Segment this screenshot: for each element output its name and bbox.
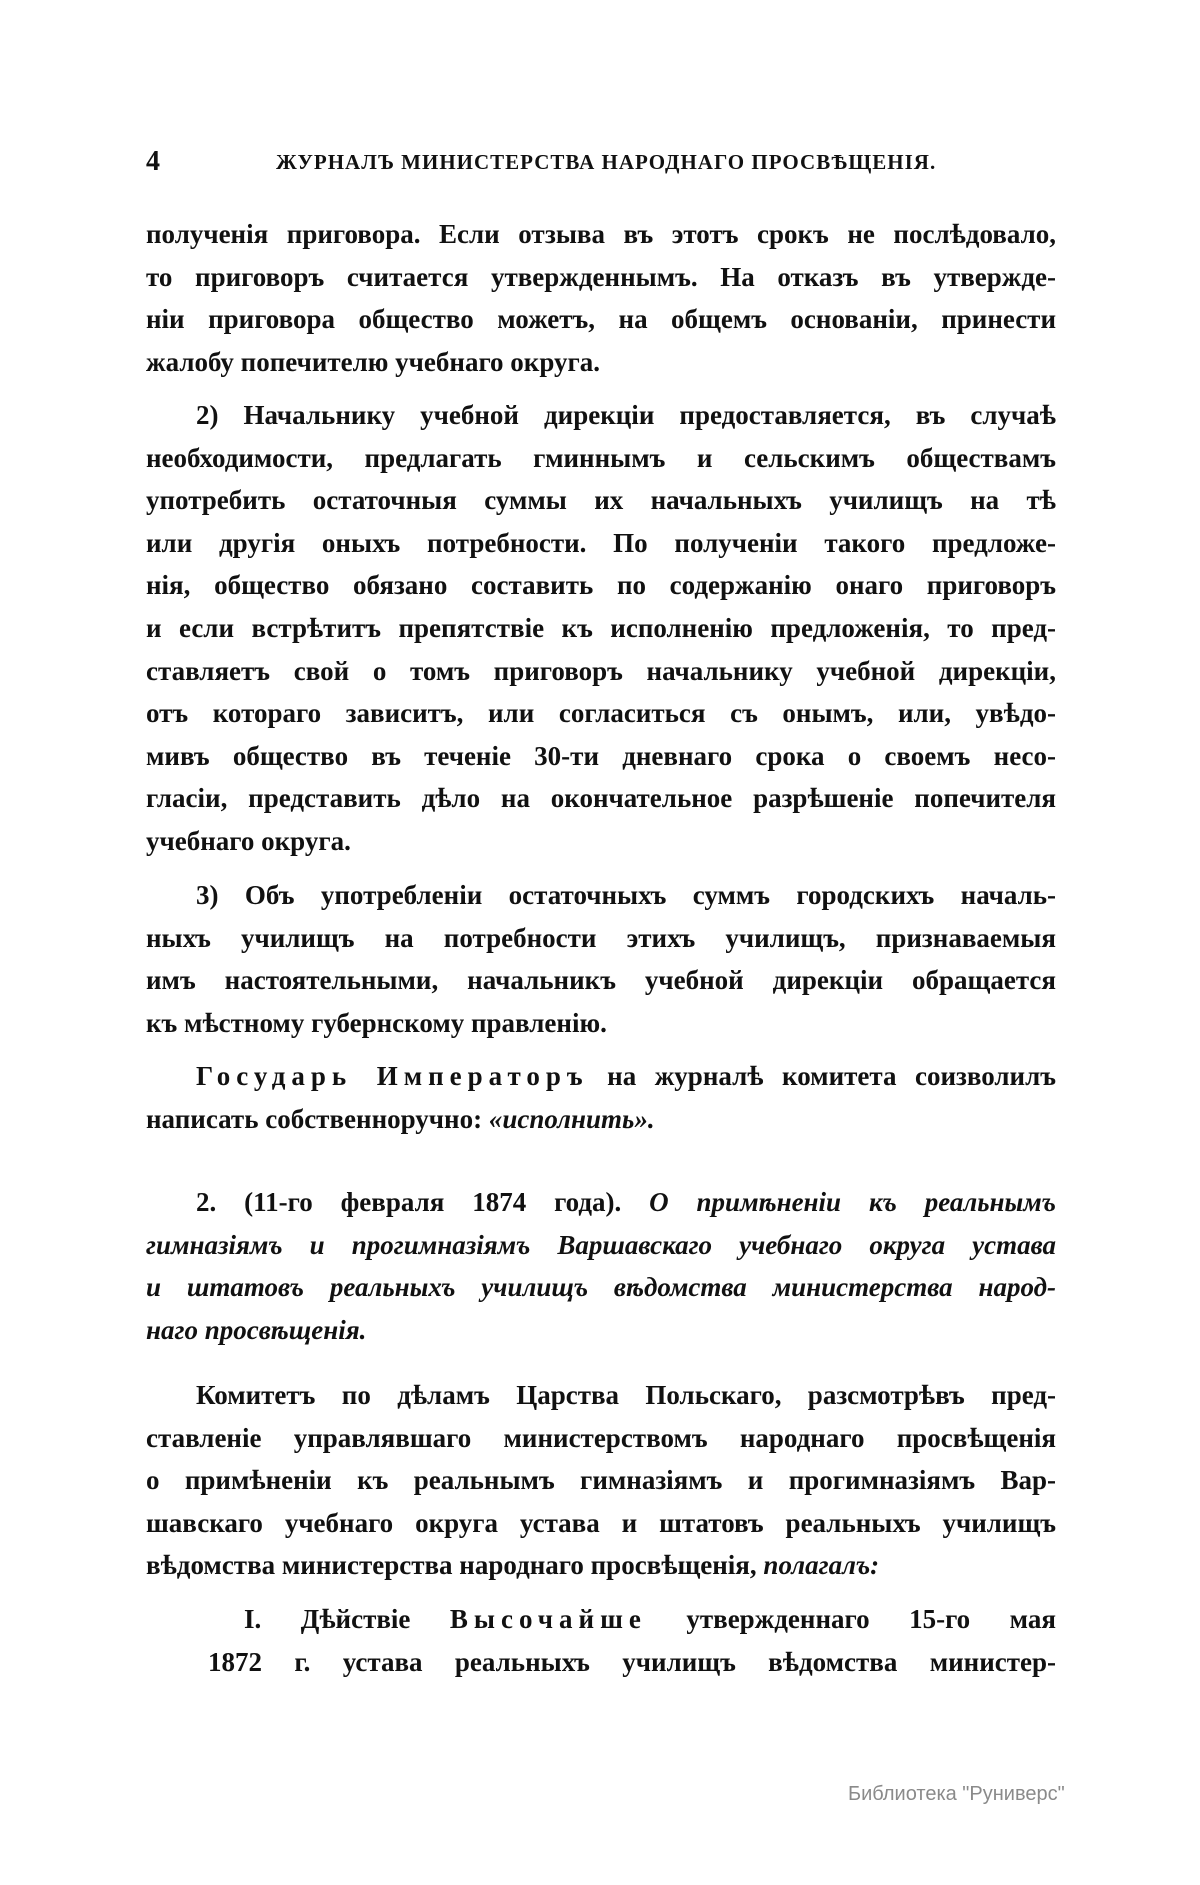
text-span: вѣдомства министерства народнаго просвѣщенія,	[146, 1550, 757, 1581]
paragraph-3	[146, 874, 1056, 1044]
text-line: необходимости, предлагать гминнымъ и сельскимъ обществамъ	[146, 442, 1056, 473]
paragraph-4	[146, 1055, 1056, 1140]
paragraph-6	[146, 1374, 1056, 1587]
running-title: ЖУРНАЛЪ МИНИСТЕРСТВА НАРОДНАГО ПРОСВѢЩЕНІЯ.	[276, 150, 937, 174]
text-line: и если встрѣтитъ препятствіе къ исполненію предложенія, то пред-	[146, 612, 1056, 643]
text-line: о примѣненіи къ реальнымъ гимназіямъ и прогимназіямъ Вар-	[146, 1465, 1056, 1496]
paragraph-7	[208, 1598, 1056, 1683]
text-line: къ мѣстному губернскому правленію.	[146, 1007, 607, 1038]
text-line: ніи приговора общество можетъ, на общемъ основаніи, принести	[146, 304, 1056, 335]
text-line: шавскаго учебнаго округа устава и штатовъ реальныхъ училищъ	[146, 1507, 1056, 1538]
text-line	[208, 1598, 1056, 1641]
text-line: и штатовъ реальныхъ училищъ вѣдомства министерства народ-	[146, 1272, 1056, 1303]
text-span: написать собственноручно:	[146, 1103, 483, 1134]
text-line: учебнаго округа.	[146, 825, 351, 856]
text-line: 1872 г. устава реальныхъ училищъ вѣдомства министер-	[208, 1646, 1056, 1677]
text-line: мивъ общество въ теченіе 30-ти дневнаго срока о своемъ несо-	[146, 740, 1056, 771]
text-span: О примѣненіи къ реальнымъ	[649, 1187, 1056, 1217]
text-span: утвержденнаго 15-го мая	[686, 1604, 1056, 1634]
text-line: ставляетъ свой о томъ приговоръ начальнику учебной дирекціи,	[146, 655, 1056, 686]
text-line: 2) Начальнику учебной дирекціи предоставляется, въ случаѣ	[196, 400, 1056, 430]
text-line: или другія оныхъ потребности. По полученіи такого предложе-	[146, 527, 1056, 558]
paragraph-2	[146, 394, 1056, 863]
text-line: гимназіямъ и прогимназіямъ Варшавскаго учебнаго округа устава	[146, 1229, 1056, 1260]
emperor-spaced: Государь Императоръ	[196, 1061, 589, 1091]
paragraph-1	[146, 213, 1056, 383]
text-line	[146, 1181, 1056, 1224]
text-line: жалобу попечителю учебнаго округа.	[146, 346, 601, 377]
page-header	[146, 146, 1056, 186]
text-line	[146, 1098, 1056, 1141]
text-line: имъ настоятельными, начальникъ учебной дирекціи обращается	[146, 965, 1056, 996]
text-span: на журналѣ комитета соизволилъ	[607, 1061, 1057, 1091]
text-line: наго просвѣщенія.	[146, 1314, 367, 1345]
library-watermark: Библиотека "Руниверс"	[848, 1783, 1065, 1805]
text-line: полученія приговора. Если отзыва въ этотъ срокъ не послѣдовало,	[146, 219, 1056, 249]
text-line	[146, 1544, 1056, 1587]
text-line: ставленіе управлявшаго министерствомъ народнаго просвѣщенія	[146, 1422, 1056, 1453]
text-line: то приговоръ считается утвержденнымъ. На отказъ въ утвержде-	[146, 261, 1056, 292]
text-span: I. Дѣйствіе	[244, 1604, 411, 1634]
text-span: полагалъ:	[763, 1550, 880, 1581]
text-line	[146, 1055, 1056, 1098]
text-line: гласіи, представить дѣло на окончательное разрѣшеніе попечителя	[146, 783, 1056, 814]
resolution-quote: «исполнить».	[488, 1103, 655, 1134]
text-line: Комитетъ по дѣламъ Царства Польскаго, разсмотрѣвъ пред-	[196, 1380, 1056, 1410]
entry-date: 2. (11-го февраля 1874 года).	[196, 1187, 622, 1217]
text-line: отъ котораго зависитъ, или согласиться съ онымъ, или, увѣдо-	[146, 698, 1056, 729]
page-number: 4	[146, 146, 160, 177]
text-span: Высочайше	[449, 1604, 647, 1634]
text-line: 3) Объ употребленіи остаточныхъ суммъ городскихъ началь-	[196, 880, 1056, 910]
paragraph-5-heading	[146, 1181, 1056, 1351]
text-line: ныхъ училищъ на потребности этихъ училищъ, признаваемыя	[146, 922, 1056, 953]
text-line: нія, общество обязано составить по содержанію онаго приговоръ	[146, 570, 1056, 601]
text-line: употребить остаточныя суммы их начальныхъ училищъ на тѣ	[146, 485, 1056, 516]
